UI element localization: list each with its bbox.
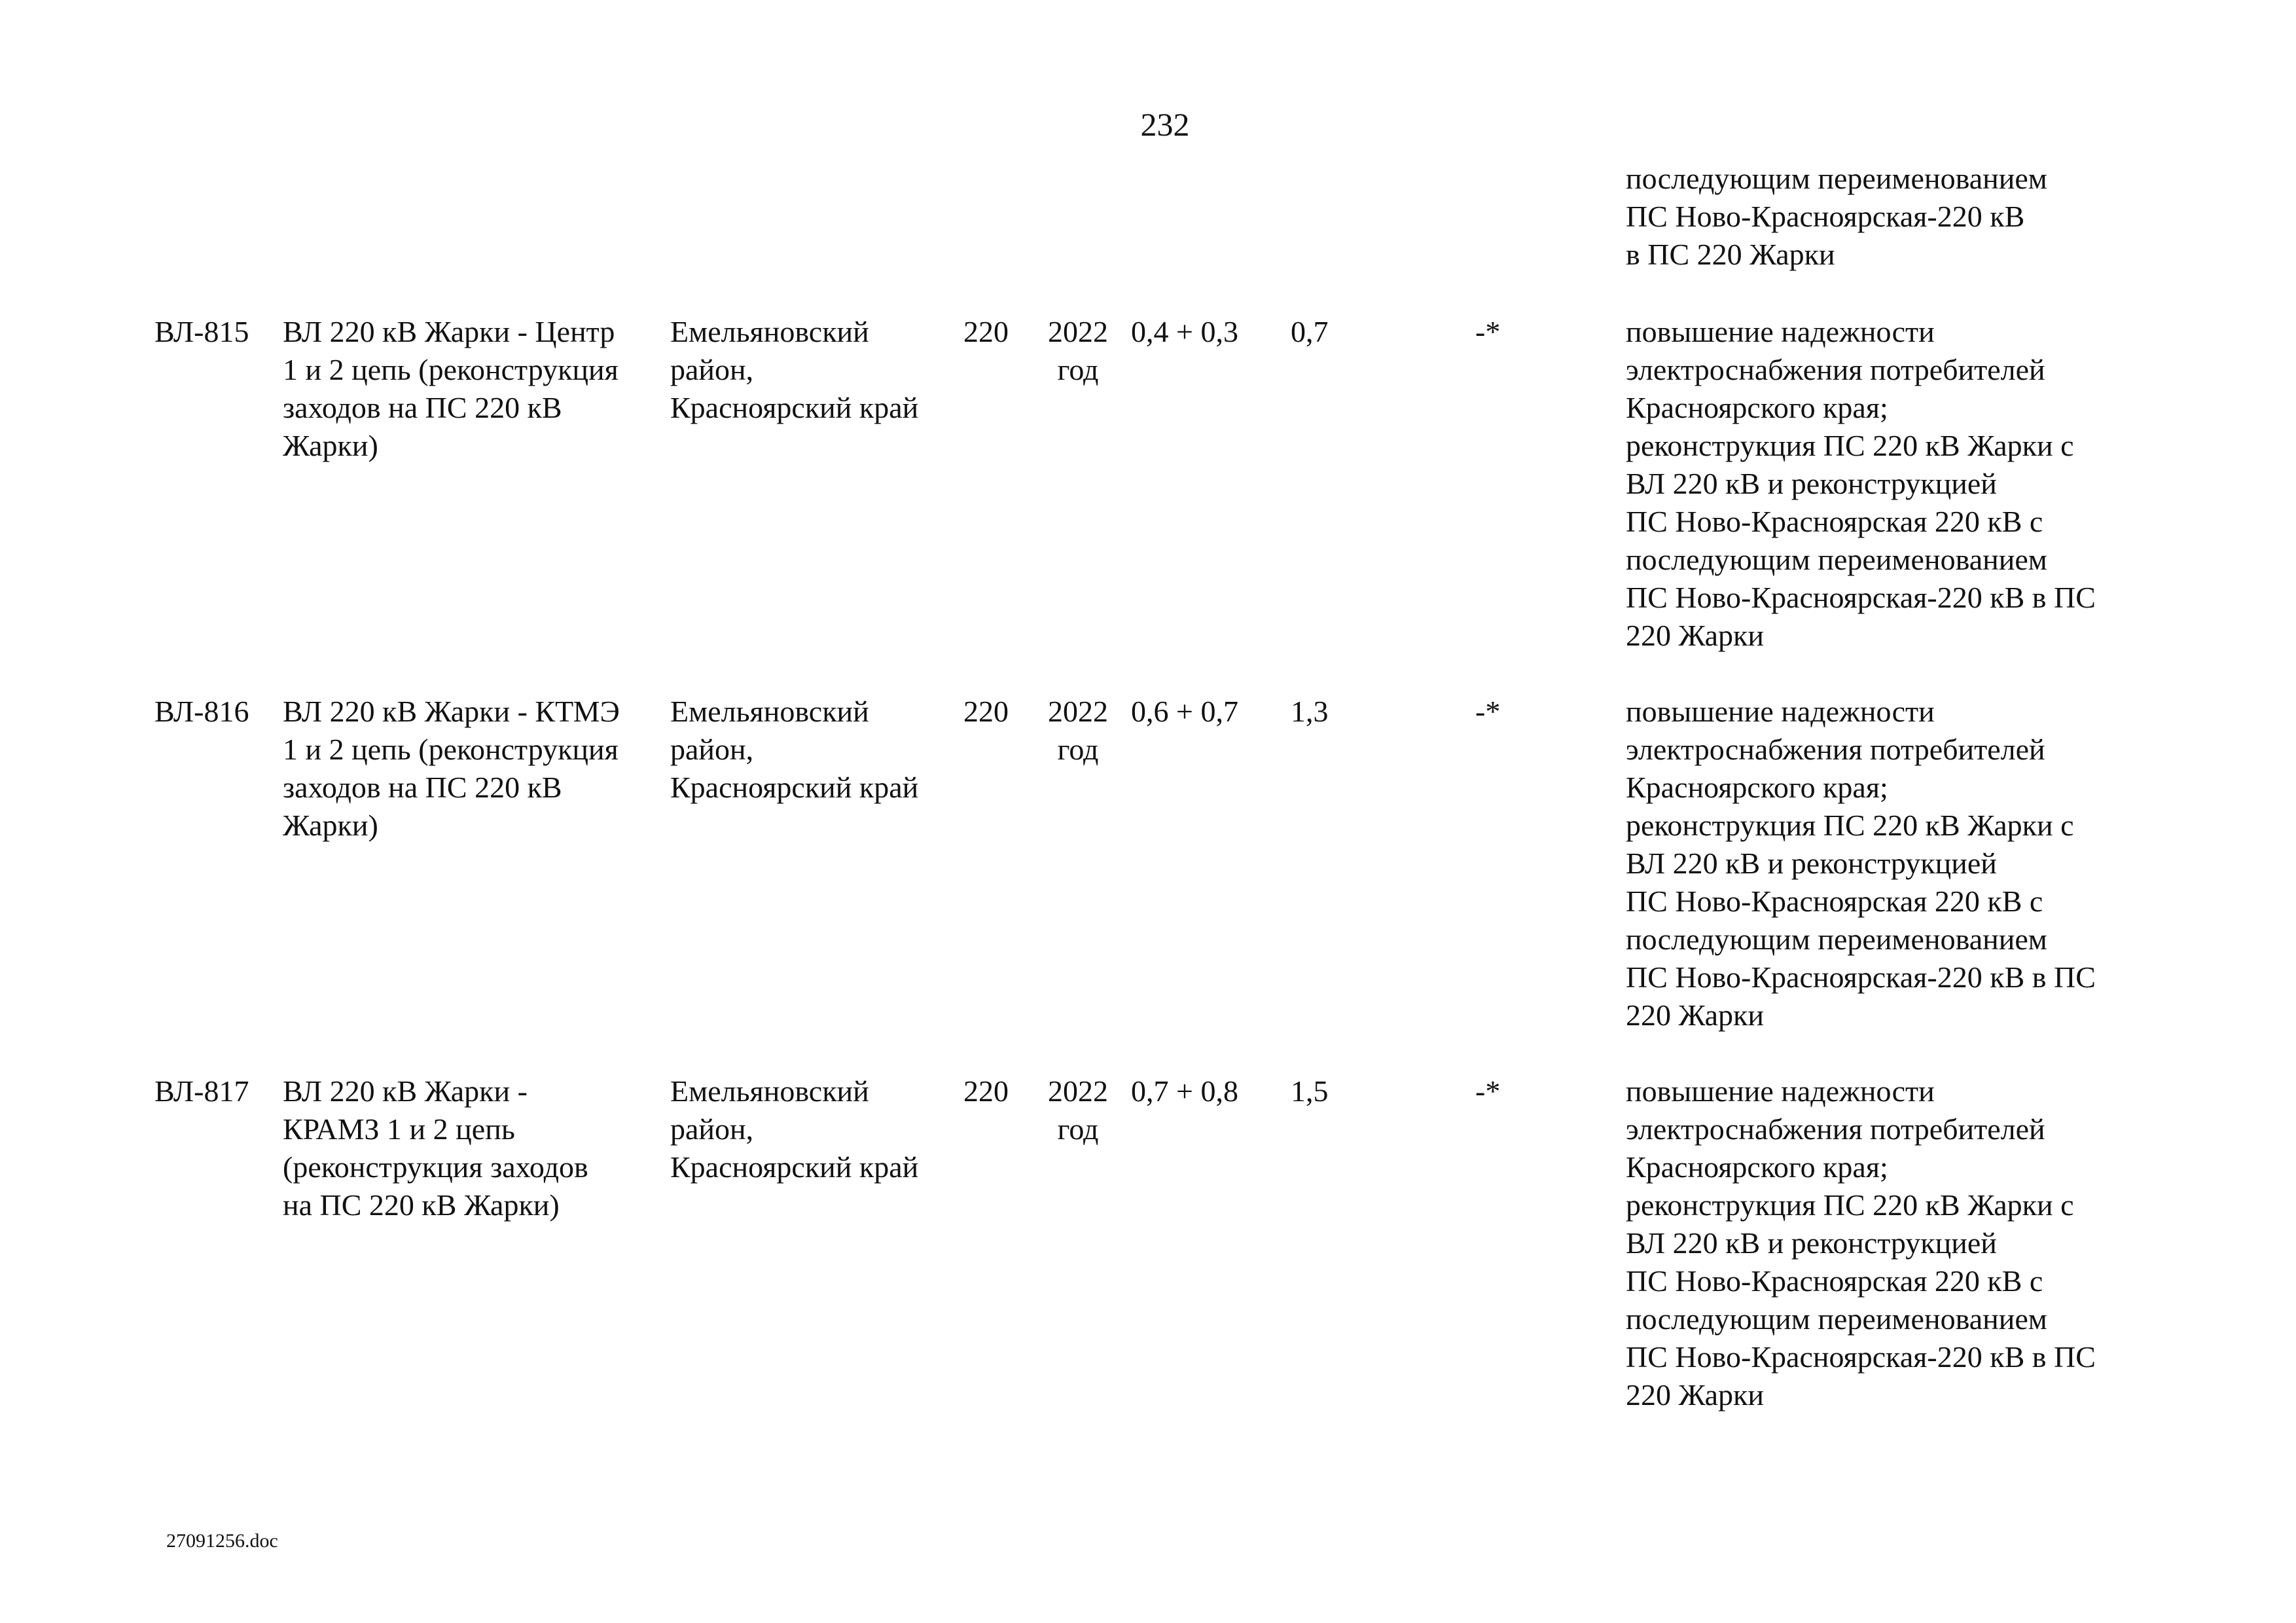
row-code: ВЛ-817 [154, 1074, 249, 1108]
row-voltage: 220 [963, 1074, 1009, 1108]
row-length: 0,6 + 0,7 [1131, 695, 1238, 728]
row-name: ВЛ 220 кВ Жарки - КТМЭ 1 и 2 цепь (реконструкция заходов на ПС 220 кВ Жарки) [283, 695, 620, 842]
page-number: 232 [1140, 106, 1190, 143]
row-year: 2022 год [1048, 315, 1108, 386]
row-voltage: 220 [963, 315, 1009, 348]
row-year: 2022 год [1048, 695, 1108, 766]
row-length: 0,7 + 0,8 [1131, 1074, 1238, 1108]
row-location: Емельяновский район, Красноярский край [670, 315, 919, 424]
row-location: Емельяновский район, Красноярский край [670, 695, 919, 804]
row-name: ВЛ 220 кВ Жарки - КРАМЗ 1 и 2 цепь (реконструкция заходов на ПС 220 кВ Жарки) [283, 1074, 588, 1222]
row-total-length: 0,7 [1291, 315, 1329, 348]
carryover-purpose-text: последующим переименованием ПС Ново-Красноярская-220 кВ в ПС 220 Жарки [1626, 162, 2047, 271]
row-power: -* [1475, 695, 1501, 728]
row-power: -* [1475, 315, 1501, 348]
row-location: Емельяновский район, Красноярский край [670, 1074, 919, 1184]
row-length: 0,4 + 0,3 [1131, 315, 1238, 348]
row-voltage: 220 [963, 695, 1009, 728]
footer-doc-name: 27091256.doc [166, 1530, 278, 1552]
row-power: -* [1475, 1074, 1501, 1108]
row-code: ВЛ-815 [154, 315, 249, 348]
row-purpose: повышение надежности электроснабжения потребителей Красноярского края; реконструкция ПС 220 кВ Жарки с ВЛ 220 кВ и реконструкцией ПС Ново-Красноярская 220 кВ с последующим переименованием ПС Ново-Красноярская-220 кВ в ПС 220 Жарки [1626, 695, 2096, 1032]
row-total-length: 1,5 [1291, 1074, 1329, 1108]
row-name: ВЛ 220 кВ Жарки - Центр 1 и 2 цепь (реконструкция заходов на ПС 220 кВ Жарки) [283, 315, 619, 462]
row-year: 2022 год [1048, 1074, 1108, 1146]
row-total-length: 1,3 [1291, 695, 1329, 728]
row-purpose: повышение надежности электроснабжения потребителей Красноярского края; реконструкция ПС 220 кВ Жарки с ВЛ 220 кВ и реконструкцией ПС Ново-Красноярская 220 кВ с последующим переименованием ПС Ново-Красноярская-220 кВ в ПС 220 Жарки [1626, 315, 2096, 652]
row-purpose: повышение надежности электроснабжения потребителей Красноярского края; реконструкция ПС 220 кВ Жарки с ВЛ 220 кВ и реконструкцией ПС Ново-Красноярская 220 кВ с последующим переименованием ПС Ново-Красноярская-220 кВ в ПС 220 Жарки [1626, 1074, 2096, 1412]
row-code: ВЛ-816 [154, 695, 249, 728]
